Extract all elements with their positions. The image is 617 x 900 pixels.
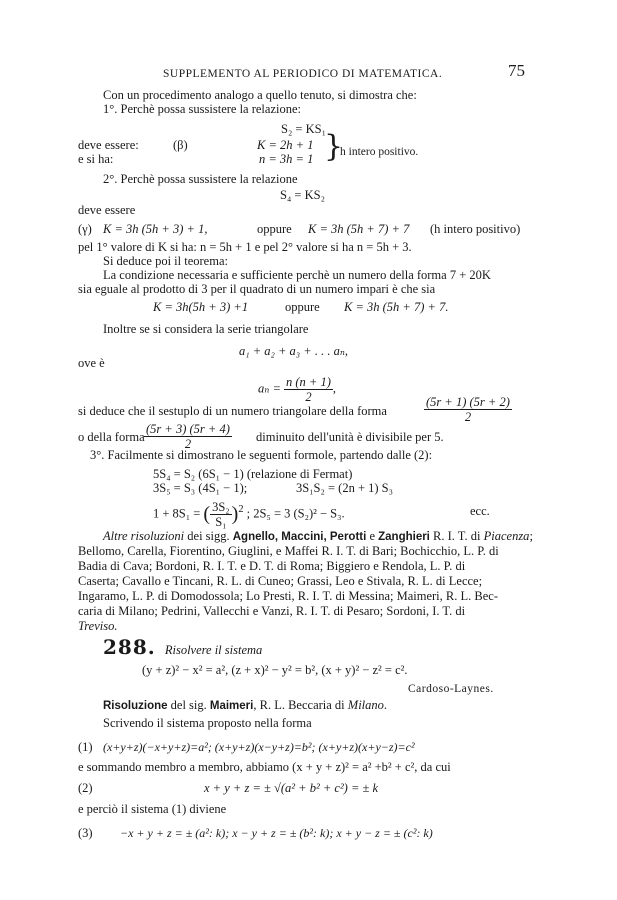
formula: 1 + 8S₁ = ( $\frac{\text{3S₂}}{\text{S₁}}$ )$^2$ ; 2S₅ = 3 (S₂)² − S₃. xyxy=(153,500,345,529)
equation-label: (β) xyxy=(173,138,188,152)
paragraph: Con un procedimento analogo a quello tenuto, si dimostra che: xyxy=(103,88,417,102)
solvers-list-line: caria di Milano; Pedrini, Vallecchi e Vanzi, R. I. T. di Pesaro; Sordoni, I. T. di xyxy=(78,604,466,618)
paragraph: 3°. Facilmente si dimostrano le seguenti formole, partendo dalle (2): xyxy=(90,448,433,462)
equation: K = 3h (5h + 7) + 7. xyxy=(344,300,449,314)
solution-heading: Risoluzione del sig. Maimeri, R. L. Beccaria di Milano. xyxy=(103,698,388,712)
paragraph: pel 1° valore di K si ha: n = 5h + 1 e pel 2° valore si ha n = 5h + 3. xyxy=(78,240,412,254)
equation: aₙ = $\frac{n (n + 1)}{2}$ , xyxy=(258,375,337,404)
equation-label: (1) xyxy=(78,740,93,754)
paragraph: sia eguale al prodotto di 3 per il quadrato di un numero impari è che sia xyxy=(78,282,436,296)
brace-symbol: } xyxy=(324,129,344,164)
system-equation: (y + z)² − x² = a², (z + x)² − y² = b², (x + y)² − z² = c². xyxy=(142,663,408,677)
conjunction: oppure xyxy=(285,300,320,314)
formula: 5S₄ = S₂ (6S₁ − 1) (relazione di Fermat) xyxy=(153,467,353,481)
equation: K = 3h (5h + 7) + 7 xyxy=(308,222,410,236)
equation: n = 3h = 1 xyxy=(259,152,314,166)
fraction: $\frac{(5r + 1) (5r + 2)}{2}$ xyxy=(426,395,510,424)
label-text: ove è xyxy=(78,356,105,370)
problem-author: Cardoso-Laynes. xyxy=(408,683,494,695)
solvers-list-line: Caserta; Cavallo e Tincani, R. L. di Cuneo; Grassi, Leo e Stivala, R. L. di Lecce; xyxy=(78,574,483,588)
label-text: e si ha: xyxy=(78,152,114,166)
page-number: 75 xyxy=(508,61,525,80)
equation: K = 3h(5h + 3) +1 xyxy=(153,300,249,314)
paragraph: diminuito dell'unità è divisibile per 5. xyxy=(256,430,444,444)
equation: K = 2h + 1 xyxy=(257,138,314,152)
etc-text: ecc. xyxy=(470,504,490,518)
label-text: deve essere: xyxy=(78,138,139,152)
paragraph: 2°. Perchè possa sussistere la relazione xyxy=(103,172,298,186)
equation-label: (2) xyxy=(78,781,93,795)
label-text: deve essere xyxy=(78,203,136,217)
equation: K = 3h (5h + 3) + 1, xyxy=(103,222,208,236)
solvers-list-line: Ingaramo, L. P. di Domodossola; Lo Presti, R. I. T. di Messina; Maimeri, R. L. Bec- xyxy=(78,589,498,603)
condition-note: (h intero positivo) xyxy=(430,222,521,236)
fraction: $\frac{n (n + 1)}{2}$ xyxy=(286,375,331,404)
equation: −x + y + z = ± (a²: k); x − y + z = ± (b²: k); x + y − z = ± (c²: k) xyxy=(120,826,433,840)
paragraph: 1°. Perchè possa sussistere la relazione: xyxy=(103,102,301,116)
condition-note: h intero positivo. xyxy=(340,146,419,158)
formula: 3S₅ = S₃ (4S₁ − 1); xyxy=(153,481,248,495)
paragraph: Scrivendo il sistema proposto nella forma xyxy=(103,716,312,730)
conjunction: oppure xyxy=(257,222,292,236)
problem-heading: 288. Risolvere il sistema xyxy=(103,635,263,659)
equation: S₄ = KS₂ xyxy=(280,188,325,202)
equation-label: (3) xyxy=(78,826,93,840)
paragraph: Inoltre se si considera la serie triangolare xyxy=(103,322,309,336)
equation: S₂ = KS₁ xyxy=(281,122,326,136)
solvers-list-first-line: Altre risoluzioni dei sigg. Agnello, Maccini, Perotti e Zanghieri R. I. T. di Piacenza; xyxy=(103,529,533,543)
equation: x + y + z = ± √(a² + b² + c²) = ± k xyxy=(204,781,379,795)
paragraph: Si deduce poi il teorema: xyxy=(103,254,228,268)
equation: a₁ + a₂ + a₃ + . . . aₙ, xyxy=(239,344,349,358)
running-header: SUPPLEMENTO AL PERIODICO DI MATEMATICA. xyxy=(163,68,443,80)
paragraph: e perciò il sistema (1) diviene xyxy=(78,802,227,816)
formula: 3S₁S₂ = (2n + 1) S₃ xyxy=(296,481,393,495)
equation: (x+y+z)(−x+y+z)=a²; (x+y+z)(x−y+z)=b²; (x+y+z)(x+y−z)=c² xyxy=(103,740,415,754)
paragraph: e sommando membro a membro, abbiamo (x + y + z)² = a² +b² + c², da cui xyxy=(78,760,451,774)
solvers-list-line: Treviso. xyxy=(78,619,118,633)
solvers-list-line: Bellomo, Carella, Fiorentino, Giuglini, e Maffei R. I. T. di Bari; Bochicchio, L. P. di xyxy=(78,544,499,558)
paragraph: La condizione necessaria e sufficiente perchè un numero della forma 7 + 20K xyxy=(103,268,491,282)
paragraph: si deduce che il sestuplo di un numero triangolare della forma xyxy=(78,404,387,418)
fraction: $\frac{(5r + 3) (5r + 4)}{2}$ xyxy=(146,422,230,451)
solvers-list-line: Badia di Cava; Bordoni, R. I. T. e D. T. di Roma; Biggiero e Rendola, L. P. di xyxy=(78,559,466,573)
equation-label: (γ) xyxy=(78,222,92,236)
paragraph: o della forma xyxy=(78,430,145,444)
